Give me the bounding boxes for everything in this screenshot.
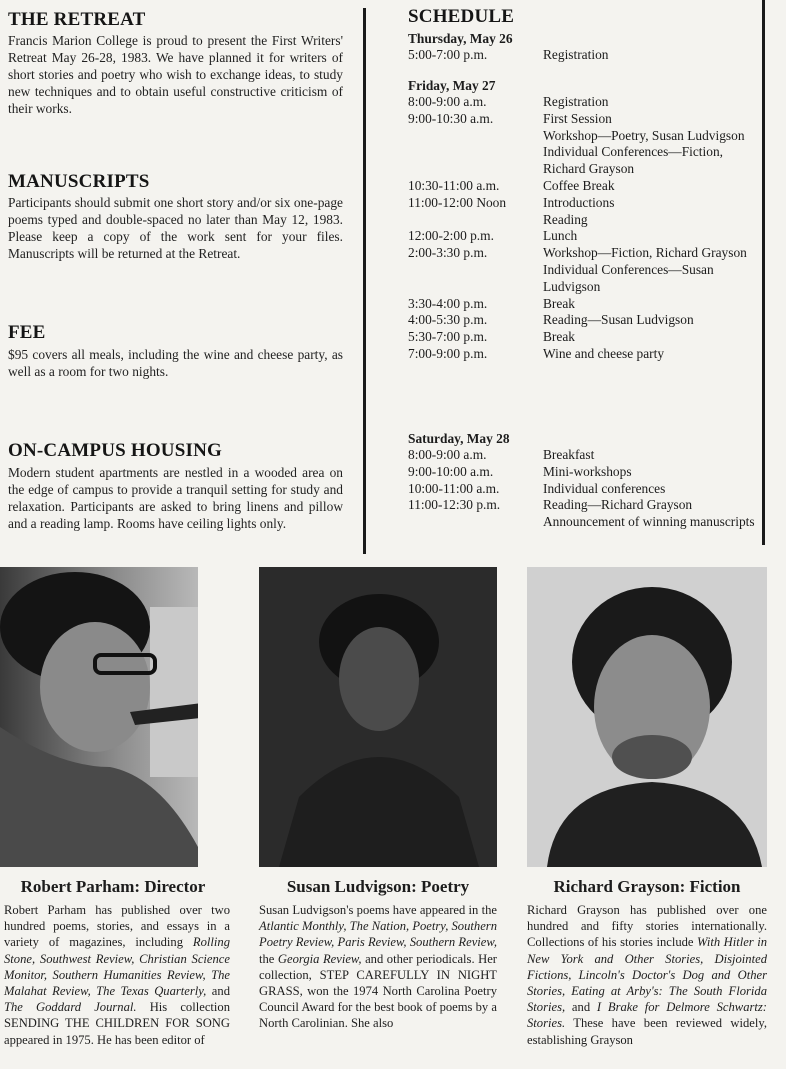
photo-susan-ludvigson (259, 567, 497, 867)
schedule-body (408, 6, 758, 551)
schedule-day-label: Saturday, May 28 (408, 431, 510, 446)
schedule-event: Lunch (543, 228, 578, 244)
caption-robert-parham: Robert Parham: Director (20, 877, 206, 896)
schedule-event: Individual conferences (543, 480, 666, 496)
photo-robert-parham (0, 567, 198, 867)
bio-italic-text: Atlantic Monthly, The Nation, Poetry, Southern Poetry Review, Paris Review, Southern Review, (259, 919, 497, 950)
schedule-event: Reading (543, 211, 588, 227)
schedule-event: Breakfast (543, 447, 595, 462)
schedule-time: 2:00-3:30 p.m. (408, 245, 488, 261)
bio-text: These have been reviewed widely, establishing Grayson (527, 1016, 767, 1047)
manuscripts-text: Participants should submit one short story and/or six one-page poems typed and double-spaced no later than May 12, 1983. Please keep a copy of the work sent for your files. Manuscripts will be returned at the Retreat. (8, 195, 343, 261)
schedule-day-label: Thursday, May 26 (408, 31, 513, 46)
caption-richard-grayson: Richard Grayson: Fiction (553, 877, 741, 896)
schedule-time: 9:00-10:30 a.m. (408, 110, 494, 126)
portrait-image (259, 567, 497, 867)
schedule-event: Coffee Break (543, 178, 615, 193)
schedule-time: 3:30-4:00 p.m. (408, 295, 488, 311)
schedule-time: 8:00-9:00 a.m. (408, 94, 487, 109)
bio-text: the (259, 951, 278, 966)
bio-italic-text: Georgia Review, (277, 951, 362, 966)
bio-text: and (206, 984, 230, 999)
schedule-time: 9:00-10:00 a.m. (408, 463, 494, 479)
schedule-event: Break (543, 329, 575, 345)
schedule-event: Workshop—Poetry, Susan Ludvigson (543, 127, 745, 143)
bio-italic-text: With Hitler in New York and Other Stories, Disjointed Fictions, Lincoln's Doctor's Dog and Other Stories, Eating at Arby's: The South Florida Stories, (527, 935, 768, 1015)
fee-heading: FEE (8, 322, 46, 343)
schedule-day-label: Friday, May 27 (408, 78, 496, 93)
schedule-event: Break (543, 295, 575, 311)
bio-text: and other periodicals. Her collection, STEP CAREFULLY IN NIGHT GRASS, won the 1974 North Carolina Poetry Council Award for the best book of poems by a North Carolinian. She also (259, 951, 497, 1031)
bio-susan-ludvigson (259, 902, 497, 1032)
retreat-text: Francis Marion College is proud to present the First Writers' Retreat May 26-28, 1983. We have planned it for writers of short stories and poetry who wish to exchange ideas, to study new techniques and to obtain useful constructive criticism of their works. (8, 33, 343, 116)
bio-text: His collection SENDING THE CHILDREN FOR SONG appeared in 1975. He has been editor of (4, 1000, 231, 1047)
bio-text: Richard Grayson has published over one hundred and fifty stories internationally. Collections of his stories include (527, 903, 767, 950)
manuscripts-heading: MANUSCRIPTS (8, 171, 150, 192)
bio-robert-parham (4, 902, 230, 1048)
bio-italic-text: The Goddard Journal. (4, 1000, 137, 1015)
schedule-time: 4:00-5:30 p.m. (408, 312, 488, 328)
schedule-time: 12:00-2:00 p.m. (408, 228, 494, 244)
schedule-time: 5:00-7:00 p.m. (408, 47, 488, 62)
bio-italic-text: Rolling Stone, Southwest Review, Christian Science Monitor, Southern Humanities Review, The Malahat Review, The Texas Quarterly, (4, 935, 230, 999)
schedule-event: Individual Conferences—Susan Ludvigson (543, 262, 714, 294)
schedule (408, 6, 758, 551)
schedule-event: Registration (543, 94, 609, 109)
schedule-time: 10:30-11:00 a.m. (408, 178, 500, 193)
bio-richard-grayson (527, 902, 767, 1048)
schedule-event: Mini-workshops (543, 463, 632, 479)
schedule-heading: SCHEDULE (408, 6, 515, 27)
portrait-image (0, 567, 198, 867)
bio-text: Robert Parham has published over two hundred poems, stories, and essays in a variety of magazines, including (4, 903, 230, 950)
schedule-event: Individual Conferences—Fiction, Richard Grayson (543, 144, 723, 177)
column-rule-left (363, 8, 366, 554)
schedule-event: First Session (543, 110, 612, 126)
caption-susan-ludvigson: Susan Ludvigson: Poetry (286, 877, 470, 896)
schedule-event: Announcement of winning manuscripts (543, 514, 755, 530)
housing-text: Modern student apartments are nestled in a wooded area on the edge of campus to provide a tranquil setting for study and relaxation. Participants are asked to bring linens and pillow and a reading lamp. Rooms have ceiling lights only. (8, 465, 343, 531)
fee-text: $95 covers all meals, including the wine and cheese party, as well as a room for two nights. (8, 347, 343, 379)
bio-italic-text: I Brake for Delmore Schwartz: Stories. (527, 1000, 767, 1031)
bio-text: and (565, 1000, 597, 1015)
schedule-time: 10:00-11:00 a.m. (408, 480, 500, 496)
schedule-time: 5:30-7:00 p.m. (408, 329, 488, 345)
photo-richard-grayson (527, 567, 767, 867)
bio-text: Susan Ludvigson's poems have appeared in the (259, 903, 497, 917)
schedule-event: Registration (543, 47, 609, 62)
schedule-event: Reading—Susan Ludvigson (543, 312, 694, 328)
schedule-time: 7:00-9:00 p.m. (408, 346, 488, 361)
retreat-heading: THE RETREAT (8, 9, 146, 30)
schedule-time: 11:00-12:00 Noon (408, 194, 507, 210)
schedule-event: Introductions (543, 194, 615, 210)
schedule-event: Wine and cheese party (543, 346, 665, 361)
schedule-time: 8:00-9:00 a.m. (408, 447, 487, 462)
schedule-time: 11:00-12:30 p.m. (408, 497, 501, 513)
housing-heading: ON-CAMPUS HOUSING (8, 440, 222, 461)
portrait-image (527, 567, 767, 867)
schedule-event: Workshop—Fiction, Richard Grayson (543, 245, 747, 261)
schedule-event: Reading—Richard Grayson (543, 497, 693, 513)
